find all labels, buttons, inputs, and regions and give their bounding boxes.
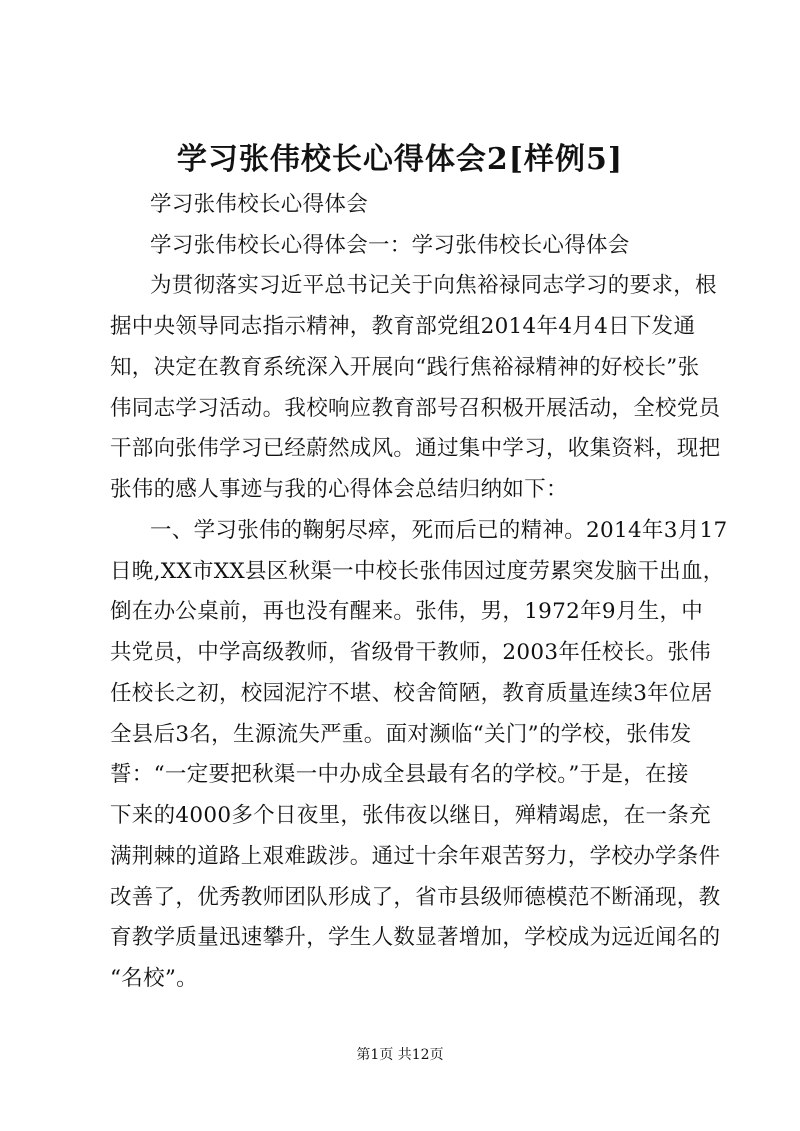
paragraph-line: 一、学习张伟的鞠躬尽瘁，死而后已的精神。2014年3月17: [150, 518, 728, 543]
paragraph-line: 知，决定在教育系统深入开展向“践行焦裕禄精神的好校长”张: [110, 355, 700, 380]
paragraph-line: “名校”。: [110, 966, 198, 991]
page-footer: 第1页 共12页: [356, 1047, 444, 1063]
paragraph-line: 干部向张伟学习已经蔚然成风。通过集中学习，收集资料，现把: [110, 436, 721, 461]
paragraph-line: 伟同志学习活动。我校响应教育部号召积极开展活动，全校党员: [110, 396, 721, 421]
paragraph-line: 据中央领导同志指示精神，教育部党组2014年4月4日下发通: [110, 314, 696, 339]
paragraph-line: 全县后3名，生源流失严重。面对濒临“关门”的学校，张伟发: [110, 722, 692, 747]
paragraph-line: 张伟的感人事迹与我的心得体会总结归纳如下：: [110, 477, 568, 502]
paragraph-line: 满荆棘的道路上艰难跋涉。通过十余年艰苦努力，学校办学条件: [110, 844, 721, 869]
paragraph-line: 倒在办公桌前，再也没有醒来。张伟，男，1972年9月生，中: [110, 599, 704, 624]
heading-line: 学习张伟校长心得体会一：学习张伟校长心得体会: [150, 233, 630, 258]
paragraph-line: 下来的4000多个日夜里，张伟夜以继日，殚精竭虑，在一条充: [110, 803, 711, 828]
paragraph-line: 誓：“一定要把秋渠一中办成全县最有名的学校。”于是，在接: [110, 762, 689, 787]
paragraph-line: 育教学质量迅速攀升，学生人数显著增加，学校成为远近闻名的: [110, 925, 721, 950]
document-title: 学习张伟校长心得体会2[样例5]: [176, 142, 624, 177]
paragraph-line: 共党员，中学高级教师，省级骨干教师，2003年任校长。张伟: [110, 640, 711, 665]
paragraph-line: 任校长之初，校园泥泞不堪、校舍简陋，教育质量连续3年位居: [110, 681, 713, 706]
paragraph-line: 为贯彻落实习近平总书记关于向焦裕禄同志学习的要求，根: [150, 273, 717, 298]
paragraph-line: 改善了，优秀教师团队形成了，省市县级师德模范不断涌现，教: [110, 885, 721, 910]
paragraph-line: 日晚,XX市XX县区秋渠一中校长张伟因过度劳累突发脑干出血，: [110, 559, 725, 584]
subtitle-line: 学习张伟校长心得体会: [150, 192, 369, 217]
